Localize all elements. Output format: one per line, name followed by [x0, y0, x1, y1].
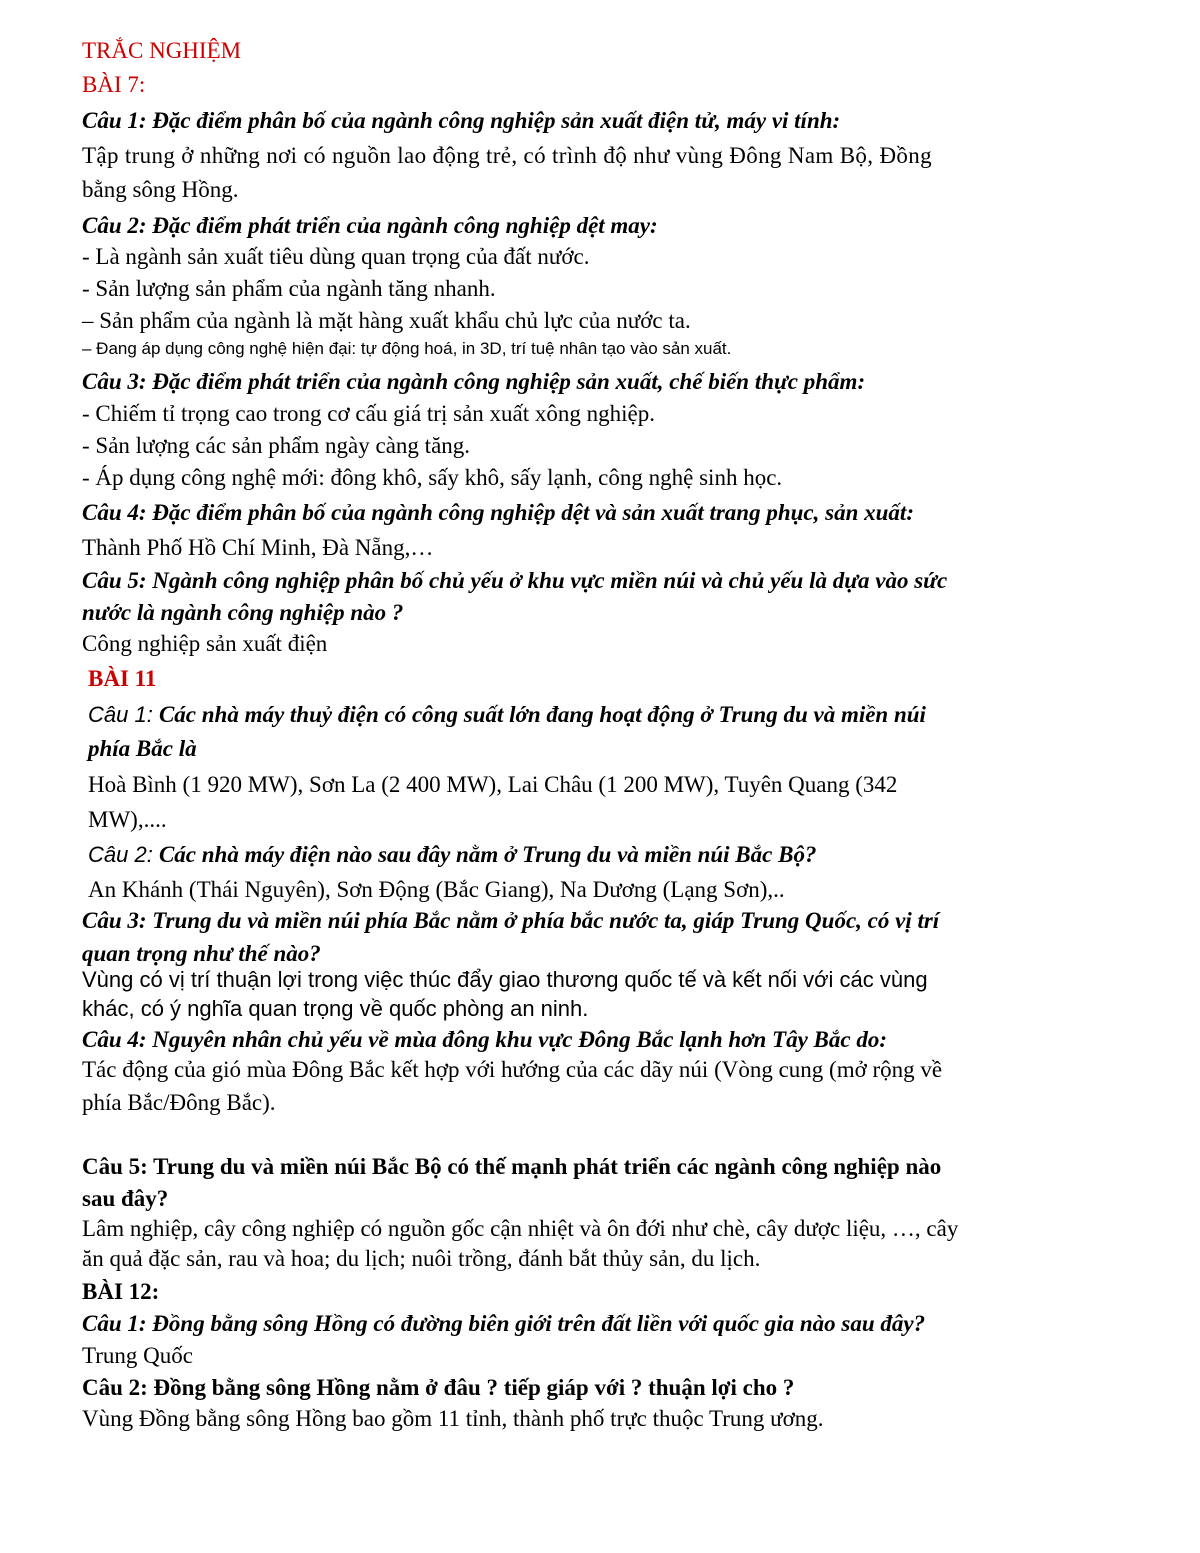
answer-1-line-1: Tập trung ở những nơi có nguồn lao động trẻ, có trình độ như vùng Đông Nam Bộ, Đồng [82, 143, 932, 168]
question-5-line-1: Câu 5: Ngành công nghiệp phân bố chủ yếu ở khu vực miền núi và chủ yếu là dựa vào sức [82, 568, 948, 593]
section-heading-bai11: BÀI 11 [88, 666, 157, 691]
answer-2: An Khánh (Thái Nguyên), Sơn Động (Bắc Giang), Na Dương (Lạng Sơn),.. [88, 877, 785, 902]
question-prefix: Câu 2: [88, 842, 159, 867]
answer-1-line-2: bằng sông Hồng. [82, 177, 239, 202]
question-1: Câu 1: Đặc điểm phân bố của ngành công nghiệp sản xuất điện tử, máy vi tính: [82, 108, 841, 133]
answer-3-line-2: khác, có ý nghĩa quan trọng về quốc phòng an ninh. [82, 996, 589, 1021]
answer-2-item-1: - Là ngành sản xuất tiêu dùng quan trọng của đất nước. [82, 244, 590, 269]
answer-3-item-3: - Áp dụng công nghệ mới: đông khô, sấy khô, sấy lạnh, công nghệ sinh học. [82, 465, 783, 490]
answer-3-item-2: - Sản lượng các sản phẩm ngày càng tăng. [82, 433, 471, 458]
question-prefix: Câu 1: [88, 702, 159, 727]
question-2 [88, 840, 816, 870]
answer-3-item-1: - Chiếm tỉ trọng cao trong cơ cấu giá trị sản xuất xông nghiệp. [82, 401, 655, 426]
question-3-line-1: Câu 3: Trung du và miền núi phía Bắc nằm ở phía bắc nước ta, giáp Trung Quốc, có vị trí [82, 908, 940, 933]
section-heading-bai7: BÀI 7: [82, 72, 146, 97]
answer-2-item-2: - Sản lượng sản phẩm của ngành tăng nhanh. [82, 276, 496, 301]
question-3-line-2: quan trọng như thế nào? [82, 941, 321, 966]
question-text: Các nhà máy thuỷ điện có công suất lớn đang hoạt động ở Trung du và miền núi [158, 702, 926, 727]
question-5-line-2: sau đây? [82, 1186, 169, 1211]
answer-1-line-1: Hoà Bình (1 920 MW), Sơn La (2 400 MW), Lai Châu (1 200 MW), Tuyên Quang (342 [88, 772, 898, 797]
answer-5-line-1: Lâm nghiệp, cây công nghiệp có nguồn gốc cận nhiệt và ôn đới như chè, cây dược liệu, …, cây [82, 1216, 959, 1241]
question-3: Câu 3: Đặc điểm phát triển của ngành công nghiệp sản xuất, chế biến thực phẩm: [82, 369, 866, 394]
question-4: Câu 4: Đặc điểm phân bố của ngành công nghiệp dệt và sản xuất trang phục, sản xuất: [82, 500, 914, 525]
question-5-line-2: nước là ngành công nghiệp nào ? [82, 600, 404, 625]
question-1 [88, 700, 926, 730]
section-heading-bai12: BÀI 12: [82, 1279, 160, 1304]
answer-5-line-2: ăn quả đặc sản, rau và hoa; du lịch; nuôi trồng, đánh bắt thủy sản, du lịch. [82, 1246, 761, 1271]
question-1: Câu 1: Đồng bằng sông Hồng có đường biên giới trên đất liền với quốc gia nào sau đây? [82, 1311, 926, 1336]
answer-2: Vùng Đồng bằng sông Hồng bao gồm 11 tỉnh, thành phố trực thuộc Trung ương. [82, 1406, 824, 1431]
question-4: Câu 4: Nguyên nhân chủ yếu về mùa đông khu vực Đông Bắc lạnh hơn Tây Bắc do: [82, 1027, 888, 1052]
answer-4-line-1: Tác động của gió mùa Đông Bắc kết hợp với hướng của các dãy núi (Vòng cung (mở rộng về [82, 1057, 943, 1082]
question-1-line-2: phía Bắc là [88, 736, 197, 761]
question-2: Câu 2: Đồng bằng sông Hồng nằm ở đâu ? tiếp giáp với ? thuận lợi cho ? [82, 1375, 795, 1400]
answer-2-item-4: – Đang áp dụng công nghệ hiện đại: tự động hoá, in 3D, trí tuệ nhân tạo vào sản xuất. [82, 339, 732, 358]
answer-3-line-1: Vùng có vị trí thuận lợi trong việc thúc đẩy giao thương quốc tế và kết nối với các vùng [82, 967, 928, 992]
question-2: Câu 2: Đặc điểm phát triển của ngành công nghiệp dệt may: [82, 213, 658, 238]
question-text: Các nhà máy điện nào sau đây nằm ở Trung du và miền núi Bắc Bộ? [158, 842, 817, 867]
answer-4-line-2: phía Bắc/Đông Bắc). [82, 1090, 276, 1115]
question-5-line-1: Câu 5: Trung du và miền núi Bắc Bộ có thế mạnh phát triển các ngành công nghiệp nào [82, 1154, 942, 1179]
answer-4: Thành Phố Hồ Chí Minh, Đà Nẵng,… [82, 535, 434, 560]
document-title: TRẮC NGHIỆM [82, 38, 242, 63]
answer-2-item-3: – Sản phẩm của ngành là mặt hàng xuất khẩu chủ lực của nước ta. [82, 308, 691, 333]
answer-1: Trung Quốc [82, 1343, 193, 1368]
answer-1-line-2: MW),.... [88, 807, 167, 832]
answer-5: Công nghiệp sản xuất điện [82, 631, 328, 656]
